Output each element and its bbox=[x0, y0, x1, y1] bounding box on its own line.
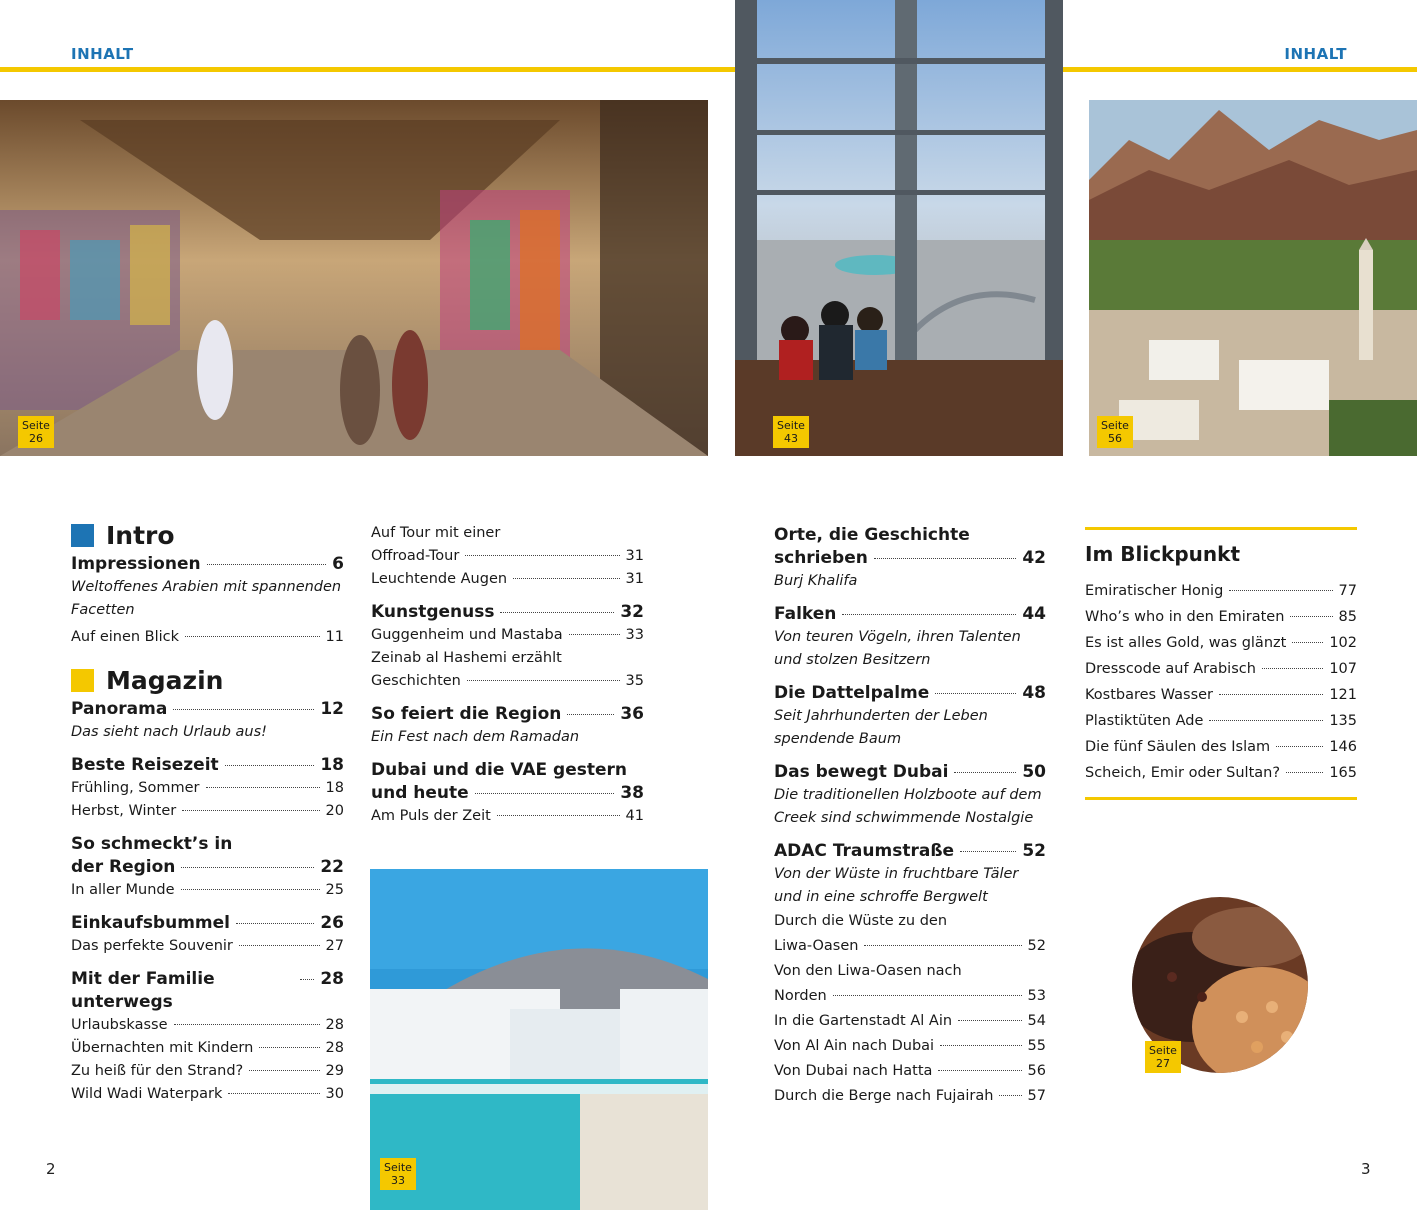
toc-title: Norden bbox=[774, 988, 827, 1004]
blickpunkt-box bbox=[1085, 543, 1357, 786]
toc-entry[interactable] bbox=[774, 1034, 1046, 1059]
blick-item-page: 85 bbox=[1338, 609, 1357, 625]
toc-title: Herbst, Winter bbox=[71, 803, 177, 819]
toc-page: 20 bbox=[325, 803, 344, 819]
header-right: INHALT bbox=[1284, 45, 1347, 63]
toc-title: Von Al Ain nach Dubai bbox=[774, 1038, 935, 1054]
toc-entry[interactable] bbox=[774, 1059, 1046, 1084]
toc-title: der Region bbox=[71, 857, 176, 877]
toc-entry[interactable] bbox=[774, 603, 1046, 626]
toc-entry[interactable] bbox=[71, 935, 344, 958]
toc-title-line: Durch die Wüste zu den bbox=[774, 913, 948, 929]
header-rule-left bbox=[0, 67, 735, 72]
blick-item-page: 135 bbox=[1329, 713, 1357, 729]
toc-subtitle: Burj Khalifa bbox=[774, 573, 858, 589]
toc-page: 32 bbox=[620, 602, 644, 622]
toc-title: Liwa-Oasen bbox=[774, 938, 859, 954]
toc-page: 52 bbox=[1022, 841, 1046, 861]
toc-page: 11 bbox=[325, 629, 344, 645]
blick-item-title: Plastiktüten Ade bbox=[1085, 713, 1204, 729]
toc-page: 38 bbox=[620, 783, 644, 803]
toc-title: Urlaubskasse bbox=[71, 1017, 168, 1033]
toc-entry[interactable] bbox=[71, 1014, 344, 1037]
badge-label: Seite bbox=[1149, 1044, 1177, 1057]
toc-entry[interactable] bbox=[371, 545, 644, 568]
toc-title: Das bewegt Dubai bbox=[774, 762, 949, 782]
toc-entry[interactable] bbox=[71, 968, 344, 1014]
toc-page: 28 bbox=[320, 969, 344, 989]
blick-title: Im Blickpunkt bbox=[1085, 542, 1241, 566]
blick-item[interactable] bbox=[1085, 656, 1357, 682]
badge-label: Seite bbox=[22, 419, 50, 432]
toc-title: Offroad-Tour bbox=[371, 548, 460, 564]
page-badge bbox=[18, 416, 54, 448]
badge-label: Seite bbox=[777, 419, 805, 432]
toc-page: 35 bbox=[625, 673, 644, 689]
toc-page: 30 bbox=[325, 1086, 344, 1102]
toc-title: Übernachten mit Kindern bbox=[71, 1040, 254, 1056]
toc-title: Impressionen bbox=[71, 554, 201, 574]
toc-page: 29 bbox=[325, 1063, 344, 1079]
page-number-left: 2 bbox=[46, 1160, 56, 1178]
toc-title: Durch die Berge nach Fujairah bbox=[774, 1088, 994, 1104]
badge-page: 43 bbox=[784, 432, 798, 445]
louvre-photo bbox=[370, 869, 708, 1210]
toc-column-2 bbox=[371, 522, 644, 828]
toc-entry[interactable] bbox=[774, 1009, 1046, 1034]
toc-title: Wild Wadi Waterpark bbox=[71, 1086, 223, 1102]
toc-page: 28 bbox=[325, 1040, 344, 1056]
toc-page: 50 bbox=[1022, 762, 1046, 782]
toc-title: So feiert die Region bbox=[371, 704, 562, 724]
badge-page: 33 bbox=[391, 1174, 405, 1187]
toc-page: 55 bbox=[1027, 1038, 1046, 1054]
toc-title: In aller Munde bbox=[71, 882, 175, 898]
blick-rule-bottom bbox=[1085, 797, 1357, 800]
toc-page: 18 bbox=[325, 780, 344, 796]
toc-entry[interactable] bbox=[71, 553, 344, 576]
toc-page: 22 bbox=[320, 857, 344, 877]
toc-entry[interactable] bbox=[774, 840, 1046, 863]
toc-page: 48 bbox=[1022, 683, 1046, 703]
blick-item-page: 146 bbox=[1329, 739, 1357, 755]
badge-label: Seite bbox=[384, 1161, 412, 1174]
toc-entry[interactable] bbox=[71, 856, 344, 879]
toc-page: 36 bbox=[620, 704, 644, 724]
toc-title: und heute bbox=[371, 783, 469, 803]
blick-item[interactable] bbox=[1085, 708, 1357, 734]
toc-page: 27 bbox=[325, 938, 344, 954]
toc-title: Das perfekte Souvenir bbox=[71, 938, 233, 954]
badge-page: 26 bbox=[29, 432, 43, 445]
toc-column-3 bbox=[774, 524, 1046, 1109]
toc-title: Leuchtende Augen bbox=[371, 571, 508, 587]
toc-title-line: So schmeckt’s in bbox=[71, 834, 233, 854]
toc-entry[interactable] bbox=[774, 934, 1046, 959]
intro-square-icon bbox=[71, 524, 94, 547]
blick-item-page: 77 bbox=[1338, 583, 1357, 599]
toc-title: ADAC Traumstraße bbox=[774, 841, 955, 861]
toc-entry[interactable] bbox=[71, 912, 344, 935]
toc-title: Von Dubai nach Hatta bbox=[774, 1063, 933, 1079]
toc-title: Beste Reisezeit bbox=[71, 755, 219, 775]
toc-entry[interactable] bbox=[774, 984, 1046, 1009]
blick-item[interactable] bbox=[1085, 630, 1357, 656]
toc-entry[interactable] bbox=[774, 761, 1046, 784]
toc-entry[interactable] bbox=[371, 601, 644, 624]
badge-page: 56 bbox=[1108, 432, 1122, 445]
toc-page: 42 bbox=[1022, 548, 1046, 568]
toc-title: Kunstgenuss bbox=[371, 602, 495, 622]
blick-item-page: 165 bbox=[1329, 765, 1357, 781]
toc-subtitle: Ein Fest nach dem Ramadan bbox=[371, 729, 580, 745]
toc-page: 44 bbox=[1022, 604, 1046, 624]
toc-page: 28 bbox=[325, 1017, 344, 1033]
blick-item-title: Who’s who in den Emiraten bbox=[1085, 609, 1285, 625]
toc-title: Geschichten bbox=[371, 673, 461, 689]
toc-column-1 bbox=[71, 521, 344, 1106]
toc-subtitle: Die traditionellen Holzboote auf dem Creek sind schwimmende Nostalgie bbox=[774, 787, 1042, 826]
magazin-square-icon bbox=[71, 669, 94, 692]
blick-item[interactable] bbox=[1085, 760, 1357, 786]
toc-page: 56 bbox=[1027, 1063, 1046, 1079]
blick-rule-top bbox=[1085, 527, 1357, 530]
toc-title: In die Gartenstadt Al Ain bbox=[774, 1013, 953, 1029]
toc-entry[interactable] bbox=[371, 805, 644, 828]
blick-item-title: Dresscode auf Arabisch bbox=[1085, 661, 1256, 677]
toc-entry[interactable] bbox=[71, 698, 344, 721]
toc-entry[interactable] bbox=[371, 670, 644, 693]
blick-item-title: Es ist alles Gold, was glänzt bbox=[1085, 635, 1287, 651]
toc-title-line: Orte, die Geschichte bbox=[774, 525, 970, 545]
toc-title: Falken bbox=[774, 604, 837, 624]
toc-title-line: Zeinab al Hashemi erzählt bbox=[371, 650, 562, 666]
header-left: INHALT bbox=[71, 45, 134, 63]
page-badge bbox=[380, 1158, 416, 1190]
toc-title: Die Dattelpalme bbox=[774, 683, 930, 703]
toc-entry[interactable] bbox=[371, 703, 644, 726]
toc-entry[interactable] bbox=[371, 624, 644, 647]
blick-item[interactable] bbox=[1085, 578, 1357, 604]
badge-page: 27 bbox=[1156, 1057, 1170, 1070]
section-title: Magazin bbox=[106, 666, 224, 695]
section-title: Intro bbox=[106, 521, 175, 550]
blick-item-page: 107 bbox=[1329, 661, 1357, 677]
toc-page: 41 bbox=[625, 808, 644, 824]
toc-page: 54 bbox=[1027, 1013, 1046, 1029]
blick-item[interactable] bbox=[1085, 604, 1357, 630]
blick-item-title: Kostbares Wasser bbox=[1085, 687, 1214, 703]
toc-page: 52 bbox=[1027, 938, 1046, 954]
toc-entry[interactable] bbox=[71, 626, 344, 649]
toc-page: 53 bbox=[1027, 988, 1046, 1004]
souk-photo bbox=[0, 100, 708, 456]
toc-entry[interactable] bbox=[71, 1037, 344, 1060]
toc-title: Auf einen Blick bbox=[71, 629, 180, 645]
toc-subtitle: Von der Wüste in fruchtbare Täler und in eine schroffe Bergwelt bbox=[774, 866, 1019, 905]
toc-title: Am Puls der Zeit bbox=[371, 808, 491, 824]
toc-page: 18 bbox=[320, 755, 344, 775]
blick-item[interactable] bbox=[1085, 682, 1357, 708]
page-number-right: 3 bbox=[1361, 1160, 1371, 1178]
toc-entry[interactable] bbox=[774, 1084, 1046, 1109]
burj-view-photo bbox=[735, 0, 1063, 456]
section-intro bbox=[71, 521, 344, 550]
toc-page: 25 bbox=[325, 882, 344, 898]
blick-item-page: 102 bbox=[1329, 635, 1357, 651]
hatta-photo bbox=[1089, 100, 1417, 456]
page-badge bbox=[1145, 1041, 1181, 1073]
toc-title: Einkaufsbummel bbox=[71, 913, 230, 933]
toc-page: 31 bbox=[625, 571, 644, 587]
blick-item-title: Scheich, Emir oder Sultan? bbox=[1085, 765, 1281, 781]
toc-entry[interactable] bbox=[774, 682, 1046, 705]
toc-entry[interactable] bbox=[371, 568, 644, 591]
toc-entry[interactable] bbox=[71, 777, 344, 800]
toc-title: Guggenheim und Mastaba bbox=[371, 627, 563, 643]
toc-page: 57 bbox=[1027, 1088, 1046, 1104]
blick-item-page: 121 bbox=[1329, 687, 1357, 703]
section-magazin bbox=[71, 666, 344, 695]
toc-page: 6 bbox=[332, 554, 344, 574]
toc-title-line: Dubai und die VAE gestern bbox=[371, 760, 627, 780]
toc-subtitle: Seit Jahrhunderten der Leben spendende Baum bbox=[774, 708, 988, 747]
toc-entry[interactable] bbox=[71, 1060, 344, 1083]
toc-title: Panorama bbox=[71, 699, 168, 719]
toc-entry[interactable] bbox=[71, 879, 344, 902]
toc-entry[interactable] bbox=[71, 1083, 344, 1106]
toc-title: Mit der Familie unterwegs bbox=[71, 969, 215, 1012]
blick-list bbox=[1085, 578, 1357, 786]
toc-page: 33 bbox=[625, 627, 644, 643]
toc-title: schrieben bbox=[774, 548, 868, 568]
page-badge bbox=[1097, 416, 1133, 448]
toc-entry[interactable] bbox=[774, 547, 1046, 570]
toc-subtitle: Von teuren Vögeln, ihren Talenten und stolzen Besitzern bbox=[774, 629, 1021, 668]
toc-entry[interactable] bbox=[371, 782, 644, 805]
toc-page: 26 bbox=[320, 913, 344, 933]
page-badge bbox=[773, 416, 809, 448]
toc-title: Zu heiß für den Strand? bbox=[71, 1063, 244, 1079]
toc-subtitle: Weltoffenes Arabien mit spannenden Facetten bbox=[71, 579, 342, 618]
toc-subtitle: Das sieht nach Urlaub aus! bbox=[71, 724, 267, 740]
header-rule-right bbox=[1062, 67, 1417, 72]
blick-item-title: Emiratischer Honig bbox=[1085, 583, 1224, 599]
toc-page: 12 bbox=[320, 699, 344, 719]
toc-page: 31 bbox=[625, 548, 644, 564]
toc-title: Frühling, Sommer bbox=[71, 780, 200, 796]
toc-entry[interactable] bbox=[71, 754, 344, 777]
blick-item[interactable] bbox=[1085, 734, 1357, 760]
toc-title-line: Auf Tour mit einer bbox=[371, 525, 501, 541]
blick-item-title: Die fünf Säulen des Islam bbox=[1085, 739, 1271, 755]
toc-entry[interactable] bbox=[71, 800, 344, 823]
toc-title-line: Von den Liwa-Oasen nach bbox=[774, 963, 962, 979]
badge-label: Seite bbox=[1101, 419, 1129, 432]
